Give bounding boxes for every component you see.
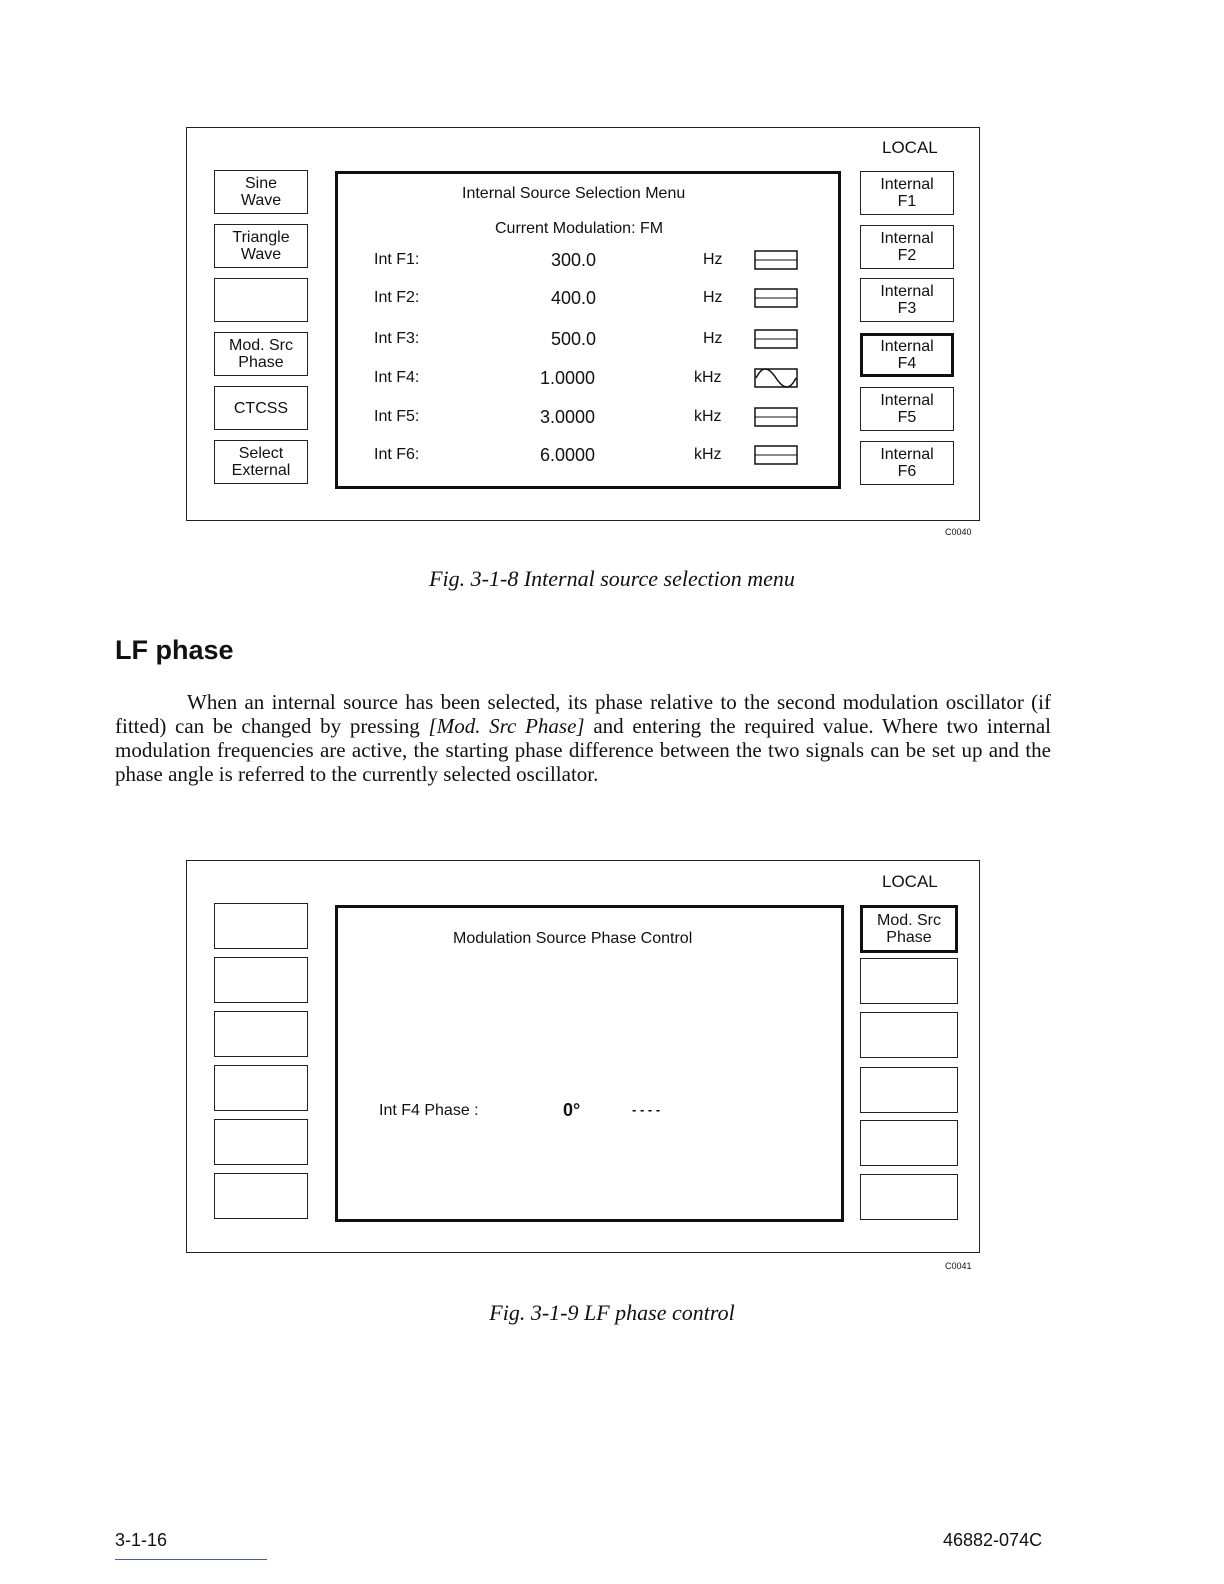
blank-key[interactable] [214, 1119, 308, 1165]
row-label-f3: Int F3: [374, 330, 420, 347]
status-local: LOCAL [882, 872, 938, 891]
square-wave-icon [754, 407, 798, 427]
blank-key[interactable] [214, 1173, 308, 1219]
row-value-f6: 6.0000 [540, 445, 596, 465]
key-label-line1: Triangle [232, 229, 290, 246]
sine-wave-icon [754, 368, 798, 388]
internal-f6-key[interactable] [860, 441, 954, 485]
key-label-line2: F3 [897, 300, 917, 317]
key-label-line1: CTCSS [233, 399, 289, 417]
key-label-line2: F4 [897, 355, 917, 372]
row-label-f4: Int F4: [374, 369, 420, 386]
blank-key[interactable] [214, 957, 308, 1003]
row-label-f2: Int F2: [374, 289, 420, 306]
row-unit-f1: Hz [703, 251, 723, 268]
document-number: 46882-074C [943, 1530, 1043, 1550]
square-wave-icon [754, 329, 798, 349]
key-label-line1: Internal [880, 176, 934, 193]
internal-f5-key[interactable] [860, 387, 954, 431]
row-label-f6: Int F6: [374, 446, 420, 463]
row-label-f5: Int F5: [374, 408, 420, 425]
screen-title: Internal Source Selection Menu [462, 185, 686, 202]
blank-key[interactable] [860, 958, 958, 1004]
paragraph-key-ref: [Mod. Src Phase] [428, 714, 585, 738]
display-screen [335, 905, 844, 1222]
key-label-line1: Sine [244, 175, 278, 192]
square-wave-icon [754, 445, 798, 465]
blank-key[interactable] [860, 1120, 958, 1166]
current-modulation: Current Modulation: FM [495, 220, 664, 237]
phase-value: 0° [563, 1100, 581, 1120]
row-value-f1: 300.0 [551, 250, 597, 270]
row-unit-f4: kHz [694, 369, 722, 386]
key-label-line2: Wave [240, 192, 282, 209]
key-label-line1: Internal [880, 283, 934, 300]
key-label-line1: Internal [880, 230, 934, 247]
row-value-f5: 3.0000 [540, 407, 596, 427]
internal-f3-key[interactable] [860, 278, 954, 322]
key-label-line1: Internal [880, 338, 934, 355]
key-label-line1: Mod. Src [876, 912, 941, 929]
key-label-line1: Internal [880, 446, 934, 463]
key-label-line2: F5 [897, 409, 917, 426]
internal-f2-key[interactable] [860, 225, 954, 269]
key-label-line1: Select [238, 445, 284, 462]
row-label-f1: Int F1: [374, 251, 420, 268]
row-value-f2: 400.0 [551, 288, 597, 308]
sine-wave-key[interactable] [214, 170, 308, 214]
blank-key[interactable] [860, 1174, 958, 1220]
status-local: LOCAL [882, 138, 938, 157]
paragraph-text-1: When an internal source has been selected, its phase relative to the second modulation oscillator (if fitted) can be changed by pressing [115, 690, 1051, 738]
figure-code: C0041 [945, 1261, 972, 1271]
square-wave-icon [754, 288, 798, 308]
internal-f4-key[interactable] [860, 333, 954, 377]
blank-key[interactable] [214, 1011, 308, 1057]
ctcss-key[interactable] [214, 386, 308, 430]
screen-title: Modulation Source Phase Control [453, 930, 693, 947]
footer-rule [115, 1559, 267, 1560]
figure-code: C0040 [945, 527, 972, 537]
blank-key[interactable] [860, 1012, 958, 1058]
key-label-line2: Phase [238, 354, 284, 371]
key-label-line2: Wave [240, 246, 282, 263]
figure-caption: Fig. 3-1-9 LF phase control [489, 1300, 735, 1325]
row-unit-f2: Hz [703, 289, 723, 306]
key-label-line2: F6 [897, 463, 917, 480]
key-label-line1: Mod. Src [228, 337, 293, 354]
row-value-f4: 1.0000 [540, 368, 596, 388]
phase-label: Int F4 Phase : [379, 1102, 479, 1119]
key-label-line1: Internal [880, 392, 934, 409]
key-label-line2: Phase [886, 929, 932, 946]
mod-src-phase-key[interactable] [214, 332, 308, 376]
row-value-f3: 500.0 [551, 329, 597, 349]
page-number: 3-1-16 [115, 1530, 168, 1550]
select-external-key[interactable] [214, 440, 308, 484]
row-unit-f6: kHz [694, 446, 722, 463]
key-label-line2: F2 [897, 247, 917, 264]
key-label-line2: External [231, 462, 291, 479]
key-label-line2: F1 [897, 193, 917, 210]
blank-key[interactable] [214, 278, 308, 322]
paragraph-text-2: and entering the required value. Where two internal modulation frequencies are active, the starting phase difference between the two signals can be set up and the phase angle is referred to the currently selected oscillator. [115, 714, 1052, 786]
row-unit-f5: kHz [694, 408, 722, 425]
square-wave-icon [754, 250, 798, 270]
blank-key[interactable] [860, 1067, 958, 1113]
blank-key[interactable] [214, 1065, 308, 1111]
section-paragraph [115, 690, 1051, 786]
figure-caption: Fig. 3-1-8 Internal source selection menu [429, 566, 795, 591]
mod-src-phase-key[interactable] [860, 905, 958, 953]
section-heading: LF phase [115, 635, 234, 665]
blank-key[interactable] [214, 903, 308, 949]
internal-f1-key[interactable] [860, 171, 954, 215]
phase-dashes: - - - - [632, 1102, 661, 1117]
row-unit-f3: Hz [703, 330, 723, 347]
triangle-wave-key[interactable] [214, 224, 308, 268]
